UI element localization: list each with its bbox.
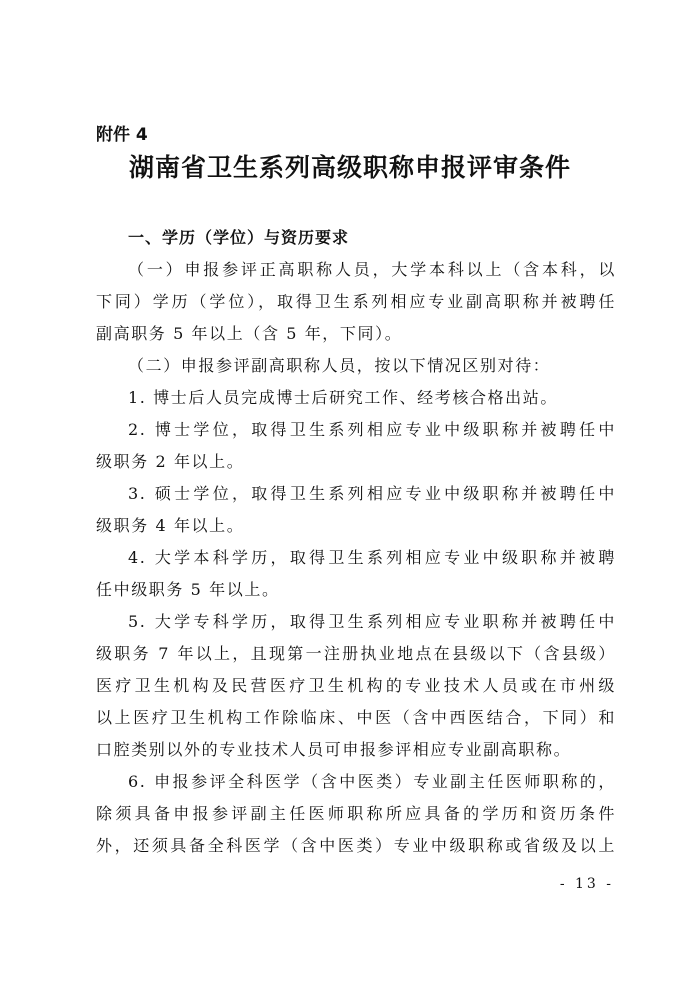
text-line: 任中级职务 5 年以上。 — [96, 580, 280, 599]
text-line: 外，还须具备全科医学（含中医类）专业中级职称或省级及以上 — [96, 836, 616, 855]
text-line: 除须具备申报参评副主任医师职称所应具备的学历和资历条件 — [96, 804, 616, 823]
text-line: 6. 申报参评全科医学（含中医类）专业副主任医师职称的， — [128, 772, 616, 791]
text-line: 下同）学历（学位），取得卫生系列相应专业副高职称并被聘任 — [96, 292, 616, 311]
text-line: 2. 博士学位，取得卫生系列相应专业中级职称并被聘任中 — [128, 420, 616, 439]
text-line: 一、学历（学位）与资历要求 — [128, 228, 350, 247]
text-line: 医疗卫生机构及民营医疗卫生机构的专业技术人员或在市州级 — [96, 676, 616, 695]
attachment-label: 附件 4 — [96, 125, 148, 145]
page-number: - 13 - — [559, 876, 614, 892]
text-line: 4. 大学本科学历，取得卫生系列相应专业中级职称并被聘 — [128, 548, 616, 567]
text-line: 副高职务 5 年以上（含 5 年，下同）。 — [96, 324, 403, 343]
document-title: 湖南省卫生系列高级职称申报评审条件 — [128, 153, 571, 182]
text-line: 口腔类别以外的专业技术人员可申报参评相应专业副高职称。 — [96, 740, 572, 759]
text-line: 1. 博士后人员完成博士后研究工作、经考核合格出站。 — [128, 388, 558, 407]
text-line: 以上医疗卫生机构工作除临床、中医（含中西医结合，下同）和 — [96, 708, 616, 727]
text-line: 5. 大学专科学历，取得卫生系列相应专业职称并被聘任中 — [128, 612, 616, 631]
text-line: 级职务 7 年以上，且现第一注册执业地点在县级以下（含县级） — [96, 644, 616, 663]
text-line: （一）申报参评正高职称人员，大学本科以上（含本科，以 — [128, 260, 616, 279]
text-line: 级职务 4 年以上。 — [96, 516, 245, 535]
text-line: 3. 硕士学位，取得卫生系列相应专业中级职称并被聘任中 — [128, 484, 616, 503]
text-line: 级职务 2 年以上。 — [96, 452, 245, 471]
text-line: （二）申报参评副高职称人员，按以下情况区别对待： — [128, 356, 551, 375]
document-body — [96, 222, 616, 862]
